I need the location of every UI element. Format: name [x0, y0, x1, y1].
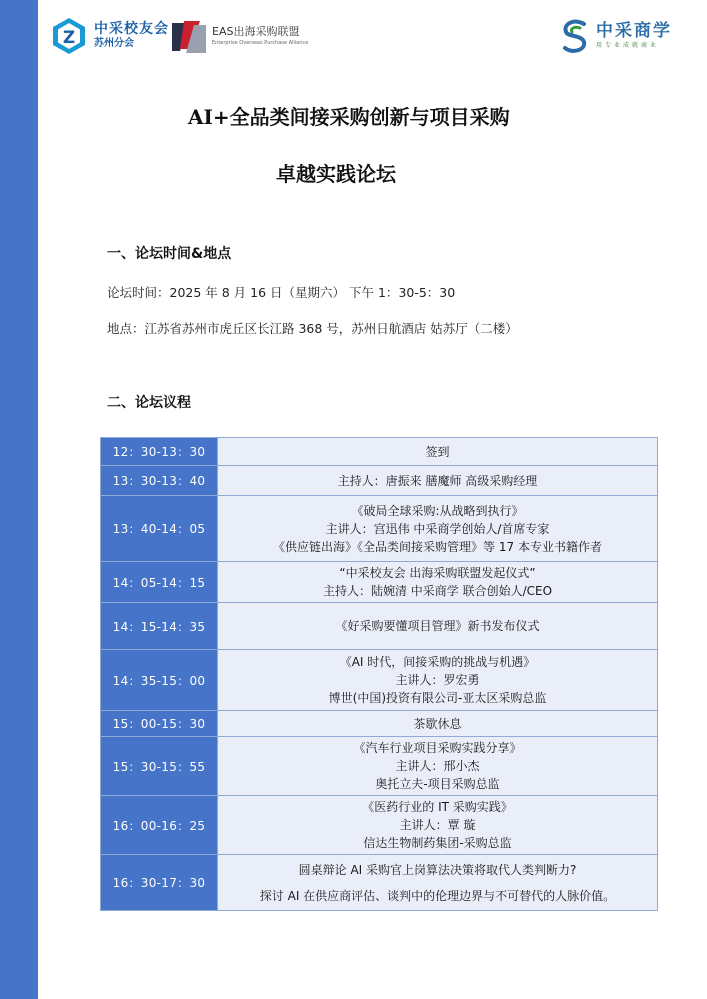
agenda-line: 茶歇休息	[413, 716, 462, 731]
logo-right-subtitle: 用专业成就商业	[596, 42, 660, 49]
eas-ribbon-icon	[170, 17, 208, 55]
agenda-row	[101, 496, 658, 562]
logo-mid-title: EAS出海采购联盟	[212, 25, 300, 38]
agenda-line: 《医药行业的 IT 采购实践》	[362, 800, 513, 814]
agenda-row	[101, 650, 658, 711]
agenda-line: “中采校友会 出海采购联盟发起仪式”	[339, 566, 536, 580]
agenda-row	[101, 438, 658, 466]
agenda-time: 16：00-16：25	[101, 796, 218, 855]
agenda-line: 奥托立夫-项目采购总监	[375, 777, 500, 791]
forum-place-line: 地点：江苏省苏州市虎丘区长江路 368 号，苏州日航酒店 姑苏厅（二楼）	[107, 321, 518, 336]
agenda-row	[101, 466, 658, 496]
eas-alliance-logo	[170, 16, 308, 56]
logo-left-subtitle: 苏州分会	[94, 38, 134, 49]
agenda-time: 13：40-14：05	[101, 496, 218, 562]
s-swirl-icon	[560, 18, 590, 54]
agenda-line: 主讲人：覃 璇	[399, 818, 476, 832]
agenda-description	[218, 496, 658, 562]
alumni-association-logo	[50, 16, 169, 56]
agenda-line: 《AI 时代，间接采购的挑战与机遇》	[339, 655, 536, 669]
agenda-line: 主讲人：邢小杰	[395, 759, 480, 773]
agenda-line: 《汽车行业项目采购实践分享》	[353, 741, 522, 755]
agenda-time: 13：30-13：40	[101, 466, 218, 496]
agenda-time: 12：30-13：30	[101, 438, 218, 466]
agenda-line: 《好采购要懂项目管理》新书发布仪式	[335, 619, 540, 633]
hexagon-z-logo-icon	[50, 17, 88, 55]
agenda-line: 主持人：陆婉清 中采商学 联合创始人/CEO	[322, 584, 553, 598]
left-accent-bar	[0, 0, 38, 999]
agenda-description	[218, 796, 658, 855]
agenda-line: 《供应链出海》《全品类间接采购管理》等 17 本专业书籍作者	[273, 539, 602, 554]
zhongcai-business-school-logo	[560, 16, 672, 56]
svg-text:Z: Z	[62, 28, 76, 48]
logo-right-title: 中采商学	[596, 21, 672, 41]
agenda-time: 14：15-14：35	[101, 603, 218, 650]
agenda-line: 博世(中国)投资有限公司-亚太区采购总监	[328, 691, 547, 705]
agenda-time: 15：30-15：55	[101, 737, 218, 796]
agenda-description	[218, 711, 658, 737]
agenda-line: 圆桌辩论 AI 采购官上岗算法决策将取代人类判断力?	[298, 862, 577, 877]
agenda-line: 主讲人：罗宏勇	[395, 673, 480, 687]
agenda-description	[218, 650, 658, 711]
agenda-row	[101, 562, 658, 603]
agenda-time: 14：35-15：00	[101, 650, 218, 711]
agenda-description	[218, 603, 658, 650]
agenda-line: 主讲人：宫迅伟 中采商学创始人/首席专家	[325, 521, 550, 536]
agenda-description	[218, 855, 658, 911]
agenda-line: 《破局全球采购:从战略到执行》	[351, 503, 524, 518]
agenda-line: 签到	[425, 444, 450, 459]
agenda-row	[101, 603, 658, 650]
agenda-description	[218, 737, 658, 796]
agenda-time: 16：30-17：30	[101, 855, 218, 911]
page-title-line-1: AI+全品类间接采购创新与项目采购	[188, 105, 510, 129]
agenda-row	[101, 711, 658, 737]
agenda-table	[100, 437, 658, 911]
logo-mid-subtitle: Enterprise Overseas Purchase Alliance	[212, 40, 309, 46]
forum-time-line: 论坛时间：2025 年 8 月 16 日（星期六） 下午 1：30-5：30	[107, 285, 456, 300]
agenda-row	[101, 737, 658, 796]
agenda-description	[218, 466, 658, 496]
agenda-row	[101, 796, 658, 855]
agenda-row	[101, 855, 658, 911]
logo-left-title: 中采校友会	[94, 21, 169, 37]
page-title-line-2: 卓越实践论坛	[276, 162, 396, 186]
section-heading-agenda: 二、论坛议程	[107, 395, 191, 411]
agenda-description	[218, 562, 658, 603]
agenda-description	[218, 438, 658, 466]
agenda-line: 探讨 AI 在供应商评估、谈判中的伦理边界与不可替代的人脉价值。	[259, 888, 616, 903]
agenda-time: 14：05-14：15	[101, 562, 218, 603]
section-heading-time-place: 一、论坛时间&地点	[107, 246, 232, 262]
agenda-line: 主持人：唐振来 膳魔师 高级采购经理	[337, 473, 538, 488]
agenda-line: 信达生物制药集团-采购总监	[363, 836, 512, 850]
agenda-time: 15：00-15：30	[101, 711, 218, 737]
